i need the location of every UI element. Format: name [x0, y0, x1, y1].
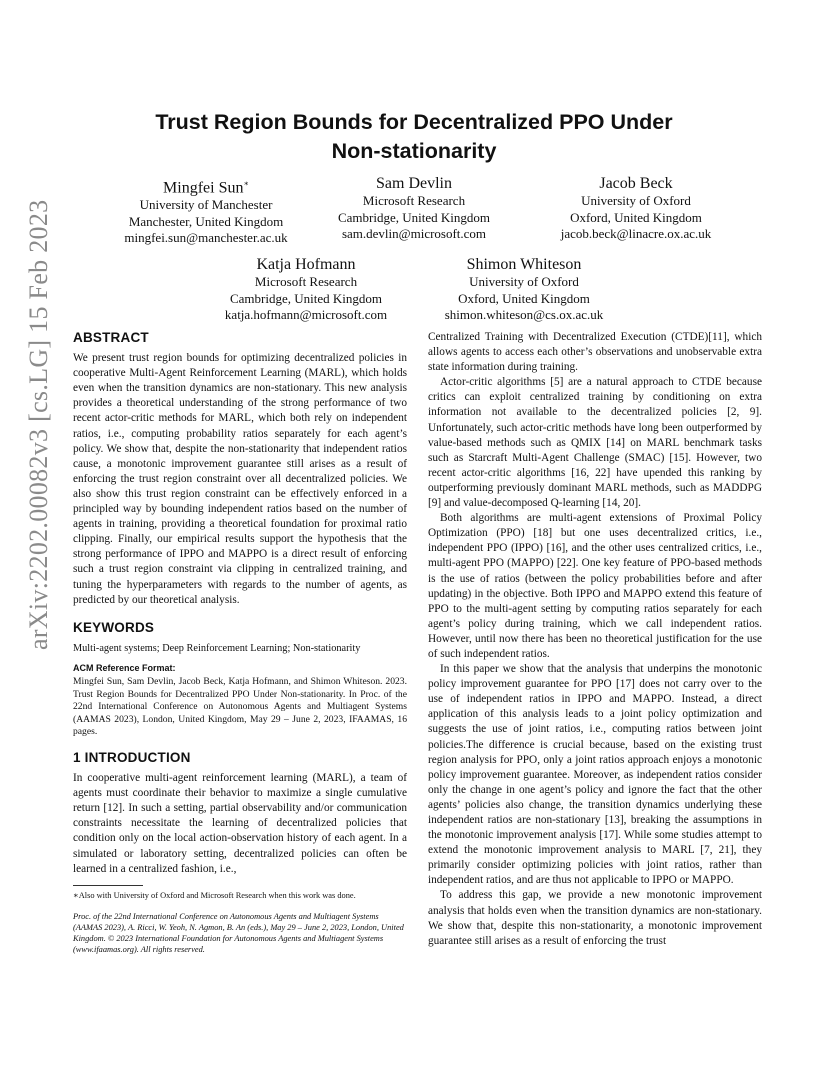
author-name: Sam Devlin: [376, 175, 452, 192]
author-email: jacob.beck@linacre.ox.ac.uk: [560, 226, 712, 241]
author-location: Manchester, United Kingdom: [128, 213, 284, 229]
abstract-heading: ABSTRACT: [73, 330, 149, 345]
body-paragraph: Centralized Training with Decentralized Execution (CTDE)[11], which allows agents to access each other’s observations and unobservable extra state information during training.: [428, 331, 762, 374]
author-affiliation: Microsoft Research: [254, 274, 358, 289]
title-line-1: Trust Region Bounds for Decentralized PPO Under: [155, 110, 673, 134]
right-column: [428, 330, 762, 949]
footnote-divider: [73, 885, 143, 886]
body-paragraph: Both algorithms are multi-agent extensions of Proximal Policy Optimization (PPO) [18] but one uses decentralized critics, i.e., independent PPO (IPPO) [16], and the other uses centralized critics, i.e., multi-agent PPO (MAPPO) [22]. One key feature of PPO-based methods is the use of ratios (between the policy probabilities before and after updating) in the objective. Both IPPO and MAPPO extend this feature of PPO to the multi-agent setting by computing ratios separately for each agent’s policy during training, which we call independent ratios. However, until now there has been no theoretical justification for the use of such independent ratios.: [428, 512, 762, 660]
author-affiliation: University of Manchester: [139, 197, 273, 213]
body-paragraph: In this paper we show that the analysis that underpins the monotonic policy improvement guarantee for PPO [17] does not carry over to the use of independent ratios in IPPO and MAPPO. Instead, a direct application of this analysis leads to a joint policy optimization and suggests the use of joint ratios, i.e., computing ratios between joint policies.The difference is crucial because, based on the existing trust region analysis for PPO, only a joint ratios approach enjoys a monotonic policy improvement guarantee. Moreover, as independent ratios consider only the change in one agent’s policy and ignore the fact that the other agents’ policies also change, the transition dynamics underlying these independent ratios are non-stationary [13], breaking the assumptions in the monotonic improvement analysis [17]. While some studies attempt to extend the monotonic improvement analysis to MARL [7, 21], they primarily consider optimizing policies with joint ratios, rather than independent ratios, and are thus not applicable to IPPO or MAPPO.: [428, 663, 762, 887]
author-name: Mingfei Sun∗: [163, 179, 249, 197]
abstract-text: We present trust region bounds for optimizing decentralized policies in cooperative Multi-Agent Reinforcement Learning (MARL), which holds even when the transition dynamics are non-stationary. This new analysis provides a theoretical understanding of the strong performance of two recent actor-critic methods for MARL, which both rely on independent ratios, i.e., computing probability ratios separately for each agent’s policy. We show that, despite the non-stationarity that independent ratios cause, a monotonic improvement guarantee still arises as a result of enforcing the trust region constraint over all decentralized policies. We also show this trust region constraint can be effectively enforced in a principled way by bounding independent ratios based on the number of agents in training, providing a theoretical foundation for proximal ratio clipping. Finally, our empirical results support the hypothesis that the strong performance of IPPO and MAPPO is a direct result of enforcing such a trust region constraint via clipping in centralized training, and tuning the hyperparameters with regards to the number of agents, as predicted by our theoretical analysis.: [73, 352, 407, 606]
author-affiliation: Microsoft Research: [362, 193, 466, 208]
author-name: Jacob Beck: [599, 175, 673, 192]
paper-title: [100, 108, 728, 166]
intro-paragraph: In cooperative multi-agent reinforcement learning (MARL), a team of agents must coordinate their behavior to maximize a single cumulative return [12]. In such a setting, partial observability and/or communication constraints necessitate the learning of decentralized policies that condition only on the local action-observation history of each agent. In a simulated or laboratory setting, decentralized policies can often be learned in a centralized fashion, i.e.,: [73, 772, 407, 875]
acm-reference-heading: ACM Reference Format:: [73, 662, 176, 673]
author-location: Cambridge, United Kingdom: [229, 290, 382, 306]
author-affiliation: University of Oxford: [469, 274, 579, 289]
acm-reference-text: Mingfei Sun, Sam Devlin, Jacob Beck, Katja Hofmann, and Shimon Whiteson. 2023. Trust Region Bounds for Decentralized PPO Under Non-stationarity. In Proc. of the 22nd International Conference on Autonomous Agents and Multiagent Systems (AAMAS 2023), London, United Kingdom, May 29 – June 2, 2023, IFAAMAS, 16 pages.: [73, 675, 407, 738]
author-name: Katja Hofmann: [256, 256, 356, 273]
title-line-2: Non-stationarity: [331, 139, 497, 163]
left-column: [73, 330, 407, 955]
author-block: [304, 174, 524, 243]
introduction-heading: 1 INTRODUCTION: [73, 749, 191, 765]
keywords-text: Multi-agent systems; Deep Reinforcement Learning; Non-stationarity: [73, 642, 361, 654]
author-block: [96, 174, 316, 247]
author-block: [196, 255, 416, 324]
author-email: katja.hofmann@microsoft.com: [224, 307, 388, 322]
author-name: Shimon Whiteson: [466, 256, 582, 273]
footnote: ∗Also with University of Oxford and Microsoft Research when this work was done.: [73, 890, 356, 900]
author-location: Oxford, United Kingdom: [458, 290, 590, 306]
author-email: sam.devlin@microsoft.com: [341, 226, 487, 241]
author-location: Oxford, United Kingdom: [570, 209, 702, 225]
keywords-heading: KEYWORDS: [73, 619, 155, 635]
author-affiliation: University of Oxford: [581, 193, 691, 208]
author-location: Cambridge, United Kingdom: [337, 209, 490, 225]
body-paragraph: To address this gap, we provide a new monotonic improvement analysis that holds even when the transition dynamics are non-stationary. We show that, despite this non-stationarity, a monotonic improvement guarantee still arises as a result of enforcing the trust: [428, 889, 762, 947]
proceedings-notice: Proc. of the 22nd International Conference on Autonomous Agents and Multiagent Systems (AAMAS 2023), A. Ricci, W. Yeoh, N. Agmon, B. An (eds.), May 29 – June 2, 2023, London, United Kingdom. © 2023 International Foundation for Autonomous Agents and Multiagent Systems (www.ifaamas.org). All rights reserved.: [73, 911, 404, 954]
author-email: mingfei.sun@manchester.ac.uk: [124, 230, 288, 246]
body-paragraph: Actor-critic algorithms [5] are a natural approach to CTDE because critics can exploit centralized training by conditioning on extra information not available to the decentralized policies [2, 9]. Unfortunately, such actor-critic methods have long been outperformed by value-based methods such as QMIX [14] on MARL benchmark tasks such as Starcraft Multi-Agent Challenge (SMAC) [15]. However, two recent actor-critic algorithms [16, 22] have upended this ranking by outperforming previously dominant MARL methods, such as MADDPG [9] and value-decomposed Q-learning [14, 20].: [428, 376, 762, 510]
author-block: [526, 174, 746, 243]
arxiv-identifier: arXiv:2202.00082v3 [cs.LG] 15 Feb 2023: [24, 199, 53, 650]
author-block: [414, 255, 634, 324]
author-email: shimon.whiteson@cs.ox.ac.uk: [444, 307, 604, 322]
